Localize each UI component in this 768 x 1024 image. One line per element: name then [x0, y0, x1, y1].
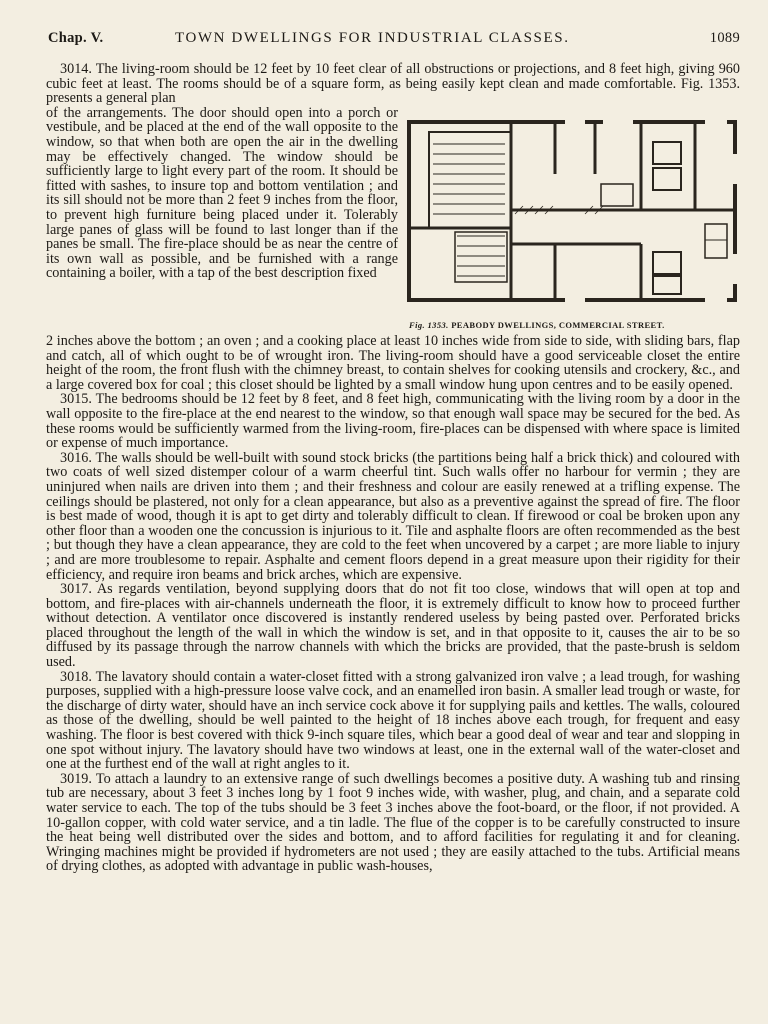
- paragraph-3018: 3018. The lavatory should contain a water-closet fitted with a strong galvanized iron valve ; a lead trough, for washing purposes, supplied with a high-pressure loose valve cock, and an enamelled iron basin. A smaller lead trough or waste, for the discharge of dirty water, should have an inch service cock above it for supplying pails and kettles. The walls, coloured as those of the dwelling, should be well painted to the height of 18 inches above each trough, for frequent and easy washing. The floor is best covered with thick 9-inch square tiles, which bear a good deal of wear and tear and slopping in one spot without injury. The lavatory should have two windows at least, one in the external wall of the water-closet and one at the furthest end of the wall at right angles to it.: [46, 668, 740, 773]
- paragraph-3014-wrapped: of the arrangements. The door should open into a porch or vestibule, and be placed at the end of the wall opposite to the window, so that when both are open the air in the dwelling may be effectively changed. The window should be sufficiently large to light every part of the room. It should be fitted with sashes, to insure top and bottom ventilation ; and its sill should not be more than 2 feet 9 inches from the floor, to prevent high furniture being placed under it. Tolerably large panes of glass will be found to last longer than if the panes be small. The fire-place should be as near the centre of its own wall as possible, and be furnished with a range containing a boiler, with a tap of the best description fixed: [46, 104, 398, 282]
- floor-plan-figure: [405, 114, 740, 332]
- running-title: TOWN DWELLINGS FOR INDUSTRIAL CLASSES.: [175, 30, 570, 46]
- figure-caption: [409, 320, 744, 330]
- figure-title: PEABODY DWELLINGS, COMMERCIAL STREET.: [451, 320, 665, 330]
- paragraph-3015: 3015. The bedrooms should be 12 feet by 8 feet, and 8 feet high, communicating with the living room by a door in the wall opposite to the fire-place at the end nearest to the window, so that enough wall space may be secured for the bed. As these rooms would be sufficiently warmed from the living-room, fire-places can be dispensed with where space is limited or expense of much importance.: [46, 391, 740, 452]
- floor-plan-drawing: [405, 114, 740, 314]
- body-text: [46, 334, 740, 874]
- paragraph-3017: 3017. As regards ventilation, beyond supplying doors that do not fit too close, windows that will open at top and bottom, and fire-places with air-channels underneath the floor, it is extremely difficult to know how to proceed further without detection. A ventilator once discovered is instantly rendered useless by being pasted over. Perforated bricks placed throughout the length of the wall in which the window is set, and in that opposite to it, causes the air to be so diffused by its passage through the narrow channels with which the bricks are provided, that the paste-brush is seldom used.: [46, 581, 740, 671]
- page-number: 1089: [709, 30, 740, 46]
- figure-number: Fig. 1353.: [409, 320, 449, 330]
- paragraph-3016: 3016. The walls should be well-built with sound stock bricks (the partitions being half a brick thick) and coloured with two coats of well sized distemper colour of a warm cheerful tint. Such walls offer no harbour for vermin ; they are uninjured when nails are driven into them ; and their freshness and colour are easily renewed at a trifling expense. The ceilings should be plastered, not only for a clean appearance, but also as a preventive against the spread of fire. The floor is best made of wood, though it is apt to get dirty and tolerably difficult to clean. If firewood or coal be broken upon any other floor than a wooden one the concussion is injurious to it. Tile and asphalte floors are often recommended as the best ; but though they have a clean appearance, they are cold to the feet when uncovered by a carpet ; are more liable to injury ; and are more troublesome to repair. Asphalte and cement floors depend in a great measure upon their rigidity for their efficiency, and require iron beams and brick arches, which are expensive.: [46, 449, 740, 583]
- running-header: [48, 30, 740, 52]
- paragraph-3019: 3019. To attach a laundry to an extensive range of such dwellings becomes a positive duty. A washing tub and rinsing tub are necessary, about 3 feet 3 inches long by 1 foot 9 inches wide, with washer, plug, and chain, and a separate cold water service to each. The top of the tubs should be 3 feet 3 inches above the foot-board, or the floor, if not provided. A 10-gallon copper, with cold water service, and a tin ladle. The flue of the copper is to be carefully constructed to insure the heat being well distributed over the sides and bottom, and to afford facilities for regulating it and for cleaning. Wringing machines might be provided if hydrometers are not used ; they are easily attached to the tubs. Artificial means of drying clothes, as adopted with advantage in public wash-houses,: [46, 770, 740, 875]
- paragraph-3014-continued: 2 inches above the bottom ; an oven ; and a cooking place at least 10 inches wide from side to side, with sliding bars, flap and catch, all of which ought to be of wrought iron. The living-room should have a good serviceable closet the entire height of the room, the front flush with the chimney breast, to contain shelves for cooking utensils and crockery, &c., and a large covered box for coal ; this closet should be lighted by a small window hung upon centres and to be easily opened.: [46, 333, 740, 393]
- chapter-label: Chap. V.: [48, 30, 104, 46]
- paragraph-3014-intro: 3014. The living-room should be 12 feet by 10 feet clear of all obstructions or projections, and 8 feet high, giving 960 cubic feet at least. The rooms should be of a square form, as being easily kept clean and made comfortable. Fig. 1353. presents a general plan: [46, 61, 740, 107]
